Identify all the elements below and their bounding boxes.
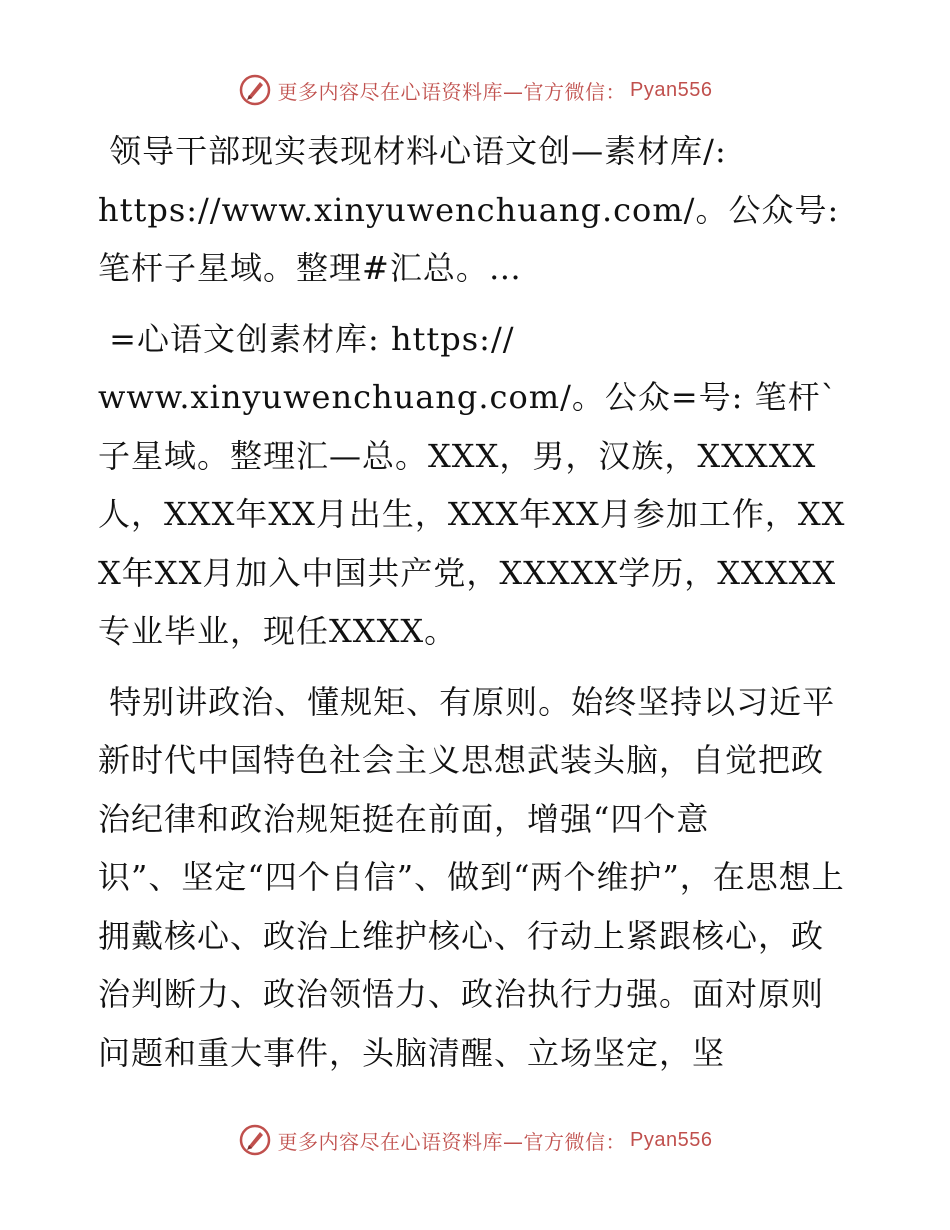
header-banner-text: 更多内容尽在心语资料库—官方微信： xyxy=(277,79,627,104)
quill-pen-logo-icon xyxy=(238,73,272,107)
quill-pen-logo-icon xyxy=(238,1123,272,1157)
header-banner xyxy=(0,70,950,110)
footer-banner-text: 更多内容尽在心语资料库—官方微信： xyxy=(277,1129,627,1154)
document-body xyxy=(98,122,850,1082)
paragraph-politics: 特别讲政治、懂规矩、有原则。始终坚持以习近平新时代中国特色社会主义思想武装头脑，自觉把政治纪律和政治规矩挺在前面，增强“四个意 识”、坚定“四个自信”、做到“两个维护”，在思想上拥戴核心、政治上维护核心、行动上紧跟核心，政治判断力、政治领悟力、政治执行力强。面对原则问题和重大事件，头脑清醒、立场坚定，坚 xyxy=(98,682,845,1072)
footer-wechat-id: Pyan556 xyxy=(630,1128,713,1151)
paragraph-profile: =心语文创素材库: https:// www.xinyuwenchuang.com/。公众=号: 笔杆`子星域。整理汇—总。XXX，男，汉族，XXXXX人，XXX年XX月出生，XXX年XX月参加工作，XXX年XX月加入中国共产党，XXXXX学历，XXXXX专业毕业，现任XXXX。 xyxy=(98,319,846,650)
footer-banner xyxy=(0,1120,950,1160)
paragraph-intro: 领导干部现实表现材料心语文创—素材库/: https://www.xinyuwenchuang.com/。公众号: 笔杆子星域。整理#汇总。… xyxy=(98,132,840,287)
header-wechat-id: Pyan556 xyxy=(630,78,713,101)
